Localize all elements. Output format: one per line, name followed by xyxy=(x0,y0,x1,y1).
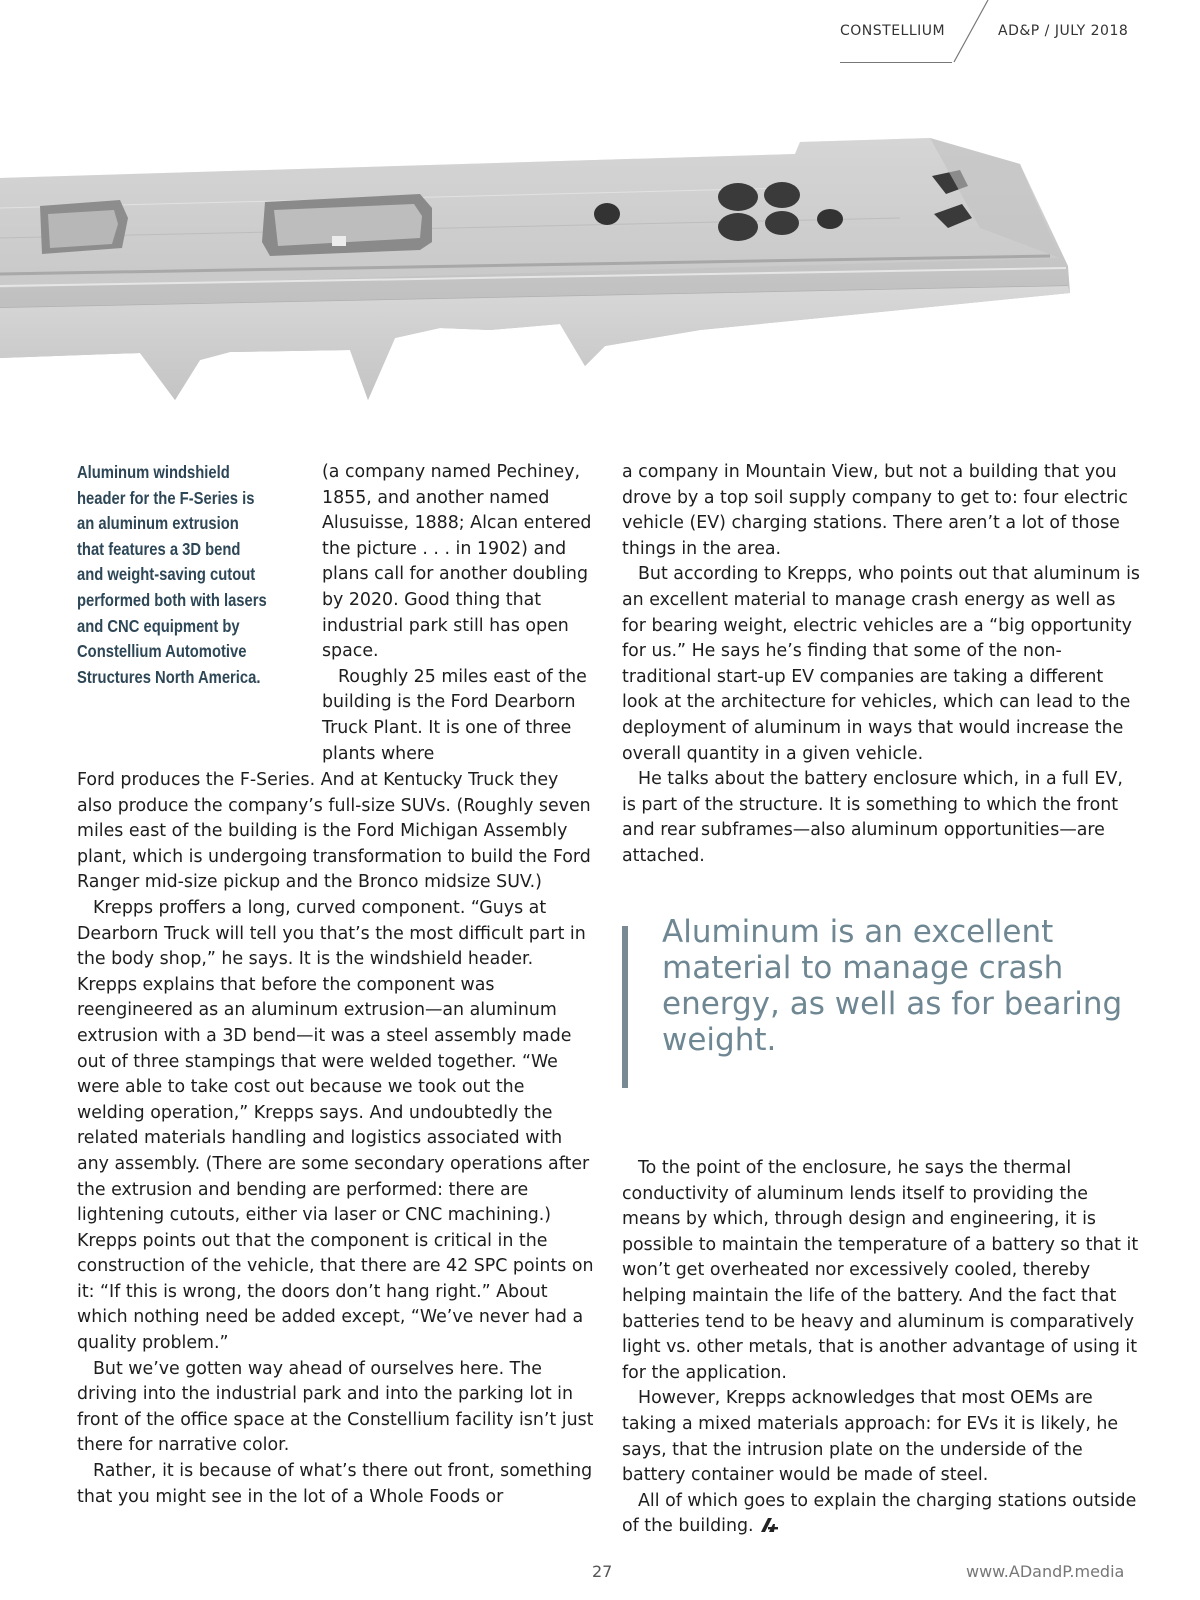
caption-line: performed both with lasers xyxy=(77,589,267,610)
caption-line: Aluminum windshield xyxy=(77,462,230,482)
page-number: 27 xyxy=(592,1562,613,1581)
body-paragraph: Ford produces the F-Series. And at Kentucky Truck they also produce the company’s full-size SUVs. (Roughly seven miles east of the building is the Ford Michigan Assembly plant, which is undergoing transformation to build the Ford Ranger mid-size pickup and the Bronco midsize SUV.) xyxy=(77,770,591,893)
body-paragraph: However, Krepps acknowledges that most OEMs are taking a mixed materials approach: for EVs it is likely, he says, that the intrusion plate on the underside of the battery container would be made of steel. xyxy=(622,1388,1119,1486)
closing-sentence: All of which goes to explain the charging stations outside of the building. xyxy=(622,1490,1137,1537)
article-column-narrow xyxy=(322,460,592,767)
body-paragraph: He talks about the battery enclosure which, in a full EV, is part of the structure. It is something to which the front and rear subframes—also aluminum opportunities—are attached. xyxy=(622,769,1123,866)
body-paragraph: Roughly 25 miles east of the building is the Ford Dearborn Truck Plant. It is one of three plants where xyxy=(322,666,587,764)
body-paragraph: a company in Mountain View, but not a building that you drove by a top soil supply company to get to: four electric vehicle (EV) charging stations. There aren’t a lot of those things in the area. xyxy=(622,462,1128,559)
caption-line: an aluminum extrusion xyxy=(77,513,239,534)
pull-quote-bar xyxy=(622,926,628,1088)
body-paragraph: (a company named Pechiney, 1855, and another named Alusuisse, 1888; Alcan entered the picture . . . in 1902) and plans call for another doubling by 2020. Good thing that industrial park still has open space. xyxy=(322,462,592,662)
end-of-article-icon xyxy=(760,1517,780,1533)
running-header-section: CONSTELLIUM xyxy=(840,23,946,39)
body-paragraph: But according to Krepps, who points out that aluminum is an excellent material to manage crash energy as well as for bearing weight, electric vehicles are a “big opportunity for us.” He says he’s finding that some of the non-traditional start-up EV companies are taking a different look at the architecture for vehicles, which can lead to the deployment of aluminum in ways that would increase the overall quantity in a given vehicle. xyxy=(622,564,1140,764)
running-header-issue: AD&P / JULY 2018 xyxy=(998,23,1129,39)
website-link[interactable]: www.ADandP.media xyxy=(966,1562,1125,1581)
article-column-right-upper xyxy=(622,460,1142,870)
caption-line: and weight-saving cutout xyxy=(77,564,256,585)
body-paragraph: To the point of the enclosure, he says the thermal conductivity of aluminum lends itself to providing the means by which, through design and engineering, it is possible to maintain the temperature of a battery so that it won’t get overheated nor excessively cooled, thereby helping maintain the life of the battery. And the fact that batteries tend to be heavy and aluminum is comparatively light vs. other metals, that is another advantage of using it for the application. xyxy=(622,1158,1139,1383)
caption-line: Constellium Automotive xyxy=(77,641,247,662)
body-paragraph xyxy=(622,1489,1142,1540)
caption-line: Structures North America. xyxy=(77,666,261,687)
header-rule xyxy=(840,62,952,63)
windshield-header-photo xyxy=(0,118,1200,418)
photo-caption xyxy=(77,460,275,690)
body-paragraph: But we’ve gotten way ahead of ourselves here. The driving into the industrial park and into the parking lot in front of the office space at the Constellium facility isn’t just there for narrative color. xyxy=(77,1358,594,1456)
caption-line: that features a 3D bend xyxy=(77,538,241,559)
header-divider-slash xyxy=(950,0,990,64)
caption-line: and CNC equipment by xyxy=(77,615,240,636)
body-paragraph: Rather, it is because of what’s there out front, something that you might see in the lot of a Whole Foods or xyxy=(77,1461,593,1507)
caption-line: header for the F-Series is xyxy=(77,487,255,508)
body-paragraph: Krepps proffers a long, curved component. “Guys at Dearborn Truck will tell you that’s the most difficult part in the body shop,” he says. It is the windshield header. Krepps explains that before the component was reengineered as an aluminum extrusion—an aluminum extrusion with a 3D bend—it was a steel assembly made out of three stampings that were welded together. “We were able to take cost out because we took out the welding operation,” Krepps says. And undoubtedly the related materials handling and logistics associated with any assembly. (There are some secondary operations after the extrusion and bending are performed: there are lightening cutouts, either via laser or CNC machining.) Krepps points out that the component is critical in the construction of the vehicle, that there are 42 SPC points on it: “If this is wrong, the doors don’t hang right.” About which nothing need be added except, “We’ve never had a quality problem.” xyxy=(77,897,594,1354)
pull-quote: Aluminum is an excellent material to manage crash energy, as well as for bearing weight. xyxy=(662,914,1123,1058)
article-column-left xyxy=(77,768,597,1510)
article-column-right-lower xyxy=(622,1156,1142,1540)
